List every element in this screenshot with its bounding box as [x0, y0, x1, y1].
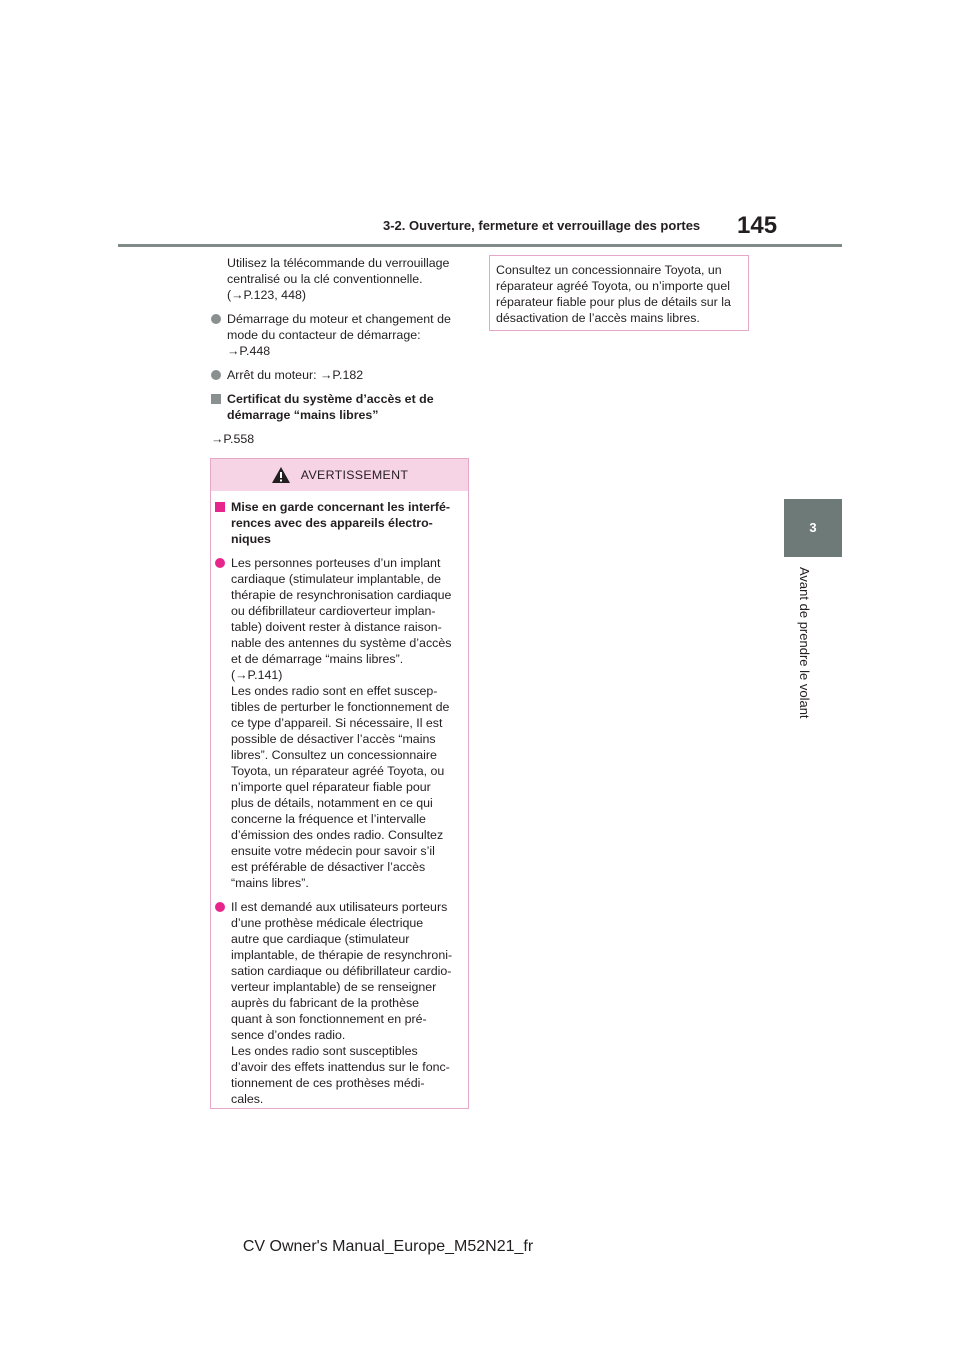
warning-triangle-icon: [271, 466, 291, 484]
bullet-icon: [215, 902, 225, 912]
page-number: 145: [737, 212, 778, 239]
warning-heading: Mise en garde concernant les interfé- rences avec des appareils électro- niques: [215, 499, 462, 547]
section-title: 3-2. Ouverture, fermeture et verrouillage des portes: [383, 218, 701, 233]
warning-title: AVERTISSEMENT: [300, 468, 409, 482]
warning-body: [211, 491, 468, 1107]
list-item: Il est demandé aux utilisateurs porteurs d’une prothèse médicale électrique autre que cardiaque (stimulateur implantable, de thérapie de resynchroni- sation cardiaque ou défibrillateur cardio- verteur implantable) de se renseigner auprès du fabricant de la prothèse quant à son fonctionnement en pré- sence d’ondes radio. Les ondes radio sont susceptibles d’avoir des effets inattendus sur le fonc- tionnement de ces prothèses médi- cales.: [215, 899, 462, 1107]
info-box: Consultez un concessionnaire Toyota, un réparateur agréé Toyota, ou n’importe quel réparateur fiable pour plus de détails sur la désactivation de l’accès mains libres.: [489, 255, 749, 331]
list-item: Les personnes porteuses d’un implant cardiaque (stimulateur implantable, de thérapie de resynchronisation cardiaque ou défibrillateur cardioverteur implan- table) doivent rester à distance raison- nable des antennes du système d’accès et de démarrage “mains libres”. (→P.141) Les ondes radio sont en effet suscep- tibles de perturber le fonctionnement de ce type d’appareil. Si nécessaire, Il est possible de désactiver l’accès “mains libres”. Consultez un concessionnaire Toyota, un réparateur agréé Toyota, ou n’importe quel réparateur fiable pour plus de détails, notamment en ce qui concerne la fréquence et l’intervalle d’émission des ondes radio. Consultez ensuite votre médecin pour savoir s’il est préférable de désactiver l’accès “mains libres”.: [215, 555, 462, 891]
left-column: [211, 255, 467, 455]
bullet-icon: [211, 370, 221, 380]
chapter-title: Avant de prendre le volant: [797, 567, 812, 719]
intro-paragraph: Utilisez la télécommande du verrouillage centralisé ou la clé conventionnelle. (→P.123, 448): [227, 256, 450, 302]
warning-header: [211, 459, 468, 491]
square-bullet-icon: [211, 394, 221, 404]
footer-text: CV Owner's Manual_Europe_M52N21_fr: [242, 1238, 534, 1255]
header-rule: [118, 244, 842, 247]
section-heading: Certificat du système d’accès et de démarrage “mains libres”: [211, 391, 467, 423]
list-item: Arrêt du moteur: →P.182: [211, 367, 467, 383]
footer: [0, 1238, 960, 1256]
page-reference: →P.558: [211, 432, 255, 446]
warning-box: [210, 458, 469, 1109]
square-bullet-icon: [215, 502, 225, 512]
bullet-icon: [211, 314, 221, 324]
bullet-icon: [215, 558, 225, 568]
chapter-tab: 3: [784, 499, 842, 557]
list-item: Démarrage du moteur et changement de mode du contacteur de démarrage: →P.448: [211, 311, 467, 359]
